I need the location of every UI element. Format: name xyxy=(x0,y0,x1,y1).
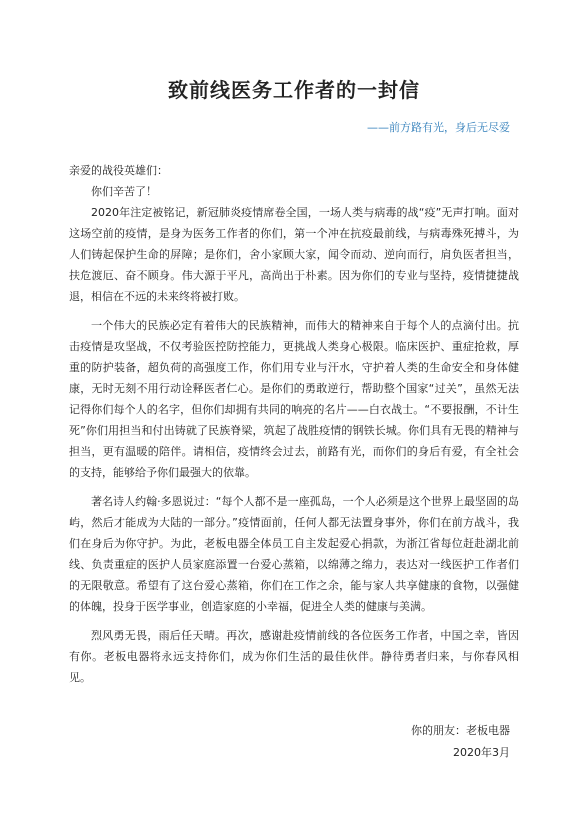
paragraph-poet-quote: 著名诗人约翰·多恩说过：“每个人都不是一座孤岛，一个人必须是这个世界上最坚固的岛屿，然后才能成为大陆的一部分。”疫情面前，任何人都无法置身事外，你们在前方战斗，我们在身后为你守护。为此，老板电器全体员工自主发起爱心捐款，为浙江省每位赶赴湖北前线、负责重症的医护人员家庭添置一台爱心蒸箱，以绵薄之绵力，表达对一线医护工作者们的无限敬意。希望有了这台爱心蒸箱，你们在工作之余，能与家人共享健康的食物，以强健的体魄，投身于医学事业，创造家庭的小幸福，促进全人类的健康与美满。 xyxy=(69,495,519,613)
signature-name: 你的朋友：老板电器 xyxy=(411,724,510,737)
letter-subtitle: ——前方路有光，身后无尽爱 xyxy=(367,121,510,134)
signature-date: 2020年3月 xyxy=(453,746,510,759)
letter-body xyxy=(69,160,519,688)
letter-greeting: 亲爱的战役英雄们： xyxy=(69,164,168,177)
paragraph-closing: 烈风勇无畏，雨后任天晴。再次，感谢赴疫情前线的各位医务工作者，中国之幸，皆因有你。老板电器将永远支持你们，成为你们生活的最佳伙伴。静待勇者归来，与你春风相见。 xyxy=(69,629,519,684)
signature-block xyxy=(411,720,510,764)
paragraph-thanks: 你们辛苦了！ xyxy=(91,185,157,198)
letter-title: 致前线医务工作者的一封信 xyxy=(168,78,420,102)
paragraph-2020: 2020年注定被铭记，新冠肺炎疫情席卷全国，一场人类与病毒的战“疫”无声打响。面对这场空前的疫情，是身为医务工作者的你们，第一个冲在抗疫最前线，与病毒殊死搏斗，为人们铸起保护生命的屏障；是你们，舍小家顾大家，闻令而动、逆向而行，肩负医者担当，扶危渡厄、奋不顾身。伟大源于平凡，高尚出于朴素。因为你们的专业与坚持，疫情捷捷战退，相信在不远的未来终将被打败。 xyxy=(69,206,519,303)
paragraph-national-spirit: 一个伟大的民族必定有着伟大的民族精神，而伟大的精神来自于每个人的点滴付出。抗击疫情是攻坚战，不仅考验医控防控能力，更挑战人类身心极限。临床医护、重症抢救，厚重的防护装备，超负荷的高强度工作，你们用专业与汗水，守护着人类的生命安全和身体健康，无时无刻不用行动诠释医者仁心。是你们的勇敢逆行，帮助整个国家“过关”，虽然无法记得你们每个人的名字，但你们却拥有共同的响亮的名片——白衣战士。“不要报酬，不计生死”你们用担当和付出铸就了民族脊梁，筑起了战胜疫情的钢铁长城。你们具有无畏的精神与担当，更有温暖的陪伴。请相信，疫情终会过去，前路有光，而你们的身后有爱，有全社会的支持，能够给予你们最强大的依靠。 xyxy=(69,319,519,479)
